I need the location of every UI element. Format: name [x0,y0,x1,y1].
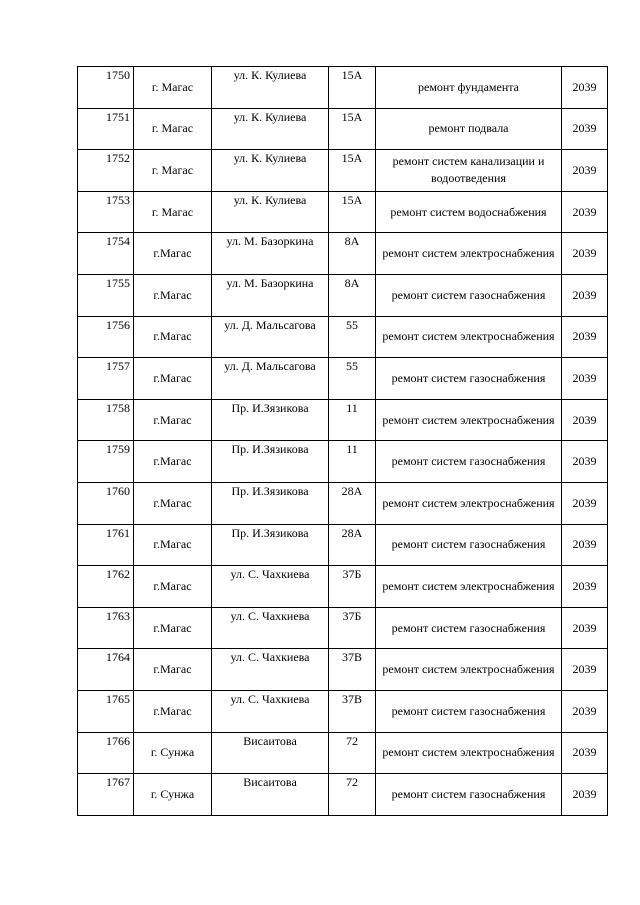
year-cell: 2039 [562,690,608,732]
work-type-cell: ремонт систем электроснабжения [376,566,562,608]
table-row [78,274,608,316]
work-type-cell: ремонт систем электроснабжения [376,316,562,358]
year-cell: 2039 [562,358,608,400]
year-cell: 2039 [562,316,608,358]
year-cell: 2039 [562,191,608,233]
year-cell: 2039 [562,67,608,109]
house-number-cell: 37В [329,690,376,732]
street-cell: Висаитова [212,732,329,774]
house-number-cell: 72 [329,774,376,816]
row-number: 1760 [78,482,134,524]
street-cell: Пр. И.Зязикова [212,441,329,483]
work-type-cell: ремонт систем электроснабжения [376,649,562,691]
year-cell: 2039 [562,774,608,816]
work-type-cell: ремонт систем электроснабжения [376,233,562,275]
city-cell: г.Магас [134,358,212,400]
street-cell: ул. К. Кулиева [212,67,329,109]
row-number: 1761 [78,524,134,566]
table-row [78,316,608,358]
city-cell: г. Сунжа [134,732,212,774]
work-type-cell: ремонт систем водоснабжения [376,191,562,233]
street-cell: ул. К. Кулиева [212,191,329,233]
city-cell: г.Магас [134,482,212,524]
city-cell: г. Сунжа [134,774,212,816]
street-cell: ул. К. Кулиева [212,150,329,192]
city-cell: г. Магас [134,150,212,192]
city-cell: г.Магас [134,316,212,358]
row-number: 1765 [78,690,134,732]
table-row [78,732,608,774]
table-row [78,108,608,150]
work-type-cell: ремонт подвала [376,108,562,150]
work-type-cell: ремонт систем газоснабжения [376,774,562,816]
city-cell: г.Магас [134,399,212,441]
table-row [78,482,608,524]
table-row [78,607,608,649]
house-number-cell: 11 [329,399,376,441]
table-body [78,67,608,816]
house-number-cell: 15А [329,67,376,109]
street-cell: ул. Д. Мальсагова [212,316,329,358]
row-number: 1752 [78,150,134,192]
row-number: 1753 [78,191,134,233]
street-cell: Пр. И.Зязикова [212,482,329,524]
city-cell: г.Магас [134,274,212,316]
year-cell: 2039 [562,441,608,483]
table-row [78,67,608,109]
row-number: 1754 [78,233,134,275]
house-number-cell: 15А [329,108,376,150]
street-cell: ул. К. Кулиева [212,108,329,150]
house-number-cell: 72 [329,732,376,774]
year-cell: 2039 [562,150,608,192]
row-number: 1757 [78,358,134,400]
street-cell: ул. С. Чахкиева [212,690,329,732]
table-row [78,690,608,732]
year-cell: 2039 [562,732,608,774]
city-cell: г. Магас [134,191,212,233]
row-number: 1766 [78,732,134,774]
row-number: 1764 [78,649,134,691]
table-row [78,191,608,233]
table-row [78,649,608,691]
house-number-cell: 15А [329,191,376,233]
street-cell: ул. С. Чахкиева [212,566,329,608]
house-number-cell: 8А [329,233,376,275]
row-number: 1755 [78,274,134,316]
street-cell: Пр. И.Зязикова [212,524,329,566]
work-type-cell: ремонт фундамента [376,67,562,109]
city-cell: г. Магас [134,67,212,109]
city-cell: г.Магас [134,566,212,608]
work-type-cell: ремонт систем газоснабжения [376,607,562,649]
row-number: 1763 [78,607,134,649]
city-cell: г.Магас [134,690,212,732]
work-type-cell: ремонт систем газоснабжения [376,358,562,400]
city-cell: г.Магас [134,607,212,649]
work-type-cell: ремонт систем электроснабжения [376,732,562,774]
table-row [78,150,608,192]
table-row [78,233,608,275]
work-type-cell: ремонт систем электроснабжения [376,482,562,524]
table-row [78,774,608,816]
year-cell: 2039 [562,607,608,649]
work-type-cell: ремонт систем газоснабжения [376,274,562,316]
city-cell: г.Магас [134,441,212,483]
city-cell: г.Магас [134,233,212,275]
table-row [78,399,608,441]
house-number-cell: 37В [329,649,376,691]
city-cell: г. Магас [134,108,212,150]
work-type-cell: ремонт систем газоснабжения [376,441,562,483]
year-cell: 2039 [562,649,608,691]
house-number-cell: 37Б [329,566,376,608]
row-number: 1759 [78,441,134,483]
table-row [78,441,608,483]
repair-schedule-table [77,66,608,816]
row-number: 1751 [78,108,134,150]
row-number: 1758 [78,399,134,441]
year-cell: 2039 [562,482,608,524]
city-cell: г.Магас [134,524,212,566]
year-cell: 2039 [562,566,608,608]
work-type-cell: ремонт систем газоснабжения [376,690,562,732]
street-cell: ул. Д. Мальсагова [212,358,329,400]
year-cell: 2039 [562,108,608,150]
row-number: 1767 [78,774,134,816]
street-cell: ул. М. Базоркина [212,274,329,316]
street-cell: ул. С. Чахкиева [212,607,329,649]
row-number: 1756 [78,316,134,358]
year-cell: 2039 [562,233,608,275]
house-number-cell: 11 [329,441,376,483]
house-number-cell: 28А [329,482,376,524]
work-type-cell: ремонт систем канализации и водоотведения [376,150,562,192]
table-row [78,524,608,566]
house-number-cell: 55 [329,358,376,400]
work-type-cell: ремонт систем электроснабжения [376,399,562,441]
house-number-cell: 28А [329,524,376,566]
work-type-cell: ремонт систем газоснабжения [376,524,562,566]
row-number: 1762 [78,566,134,608]
street-cell: ул. С. Чахкиева [212,649,329,691]
table-row [78,566,608,608]
house-number-cell: 8А [329,274,376,316]
year-cell: 2039 [562,524,608,566]
house-number-cell: 55 [329,316,376,358]
row-number: 1750 [78,67,134,109]
city-cell: г.Магас [134,649,212,691]
street-cell: Висаитова [212,774,329,816]
year-cell: 2039 [562,399,608,441]
table-row [78,358,608,400]
street-cell: Пр. И.Зязикова [212,399,329,441]
year-cell: 2039 [562,274,608,316]
house-number-cell: 37Б [329,607,376,649]
street-cell: ул. М. Базоркина [212,233,329,275]
house-number-cell: 15А [329,150,376,192]
